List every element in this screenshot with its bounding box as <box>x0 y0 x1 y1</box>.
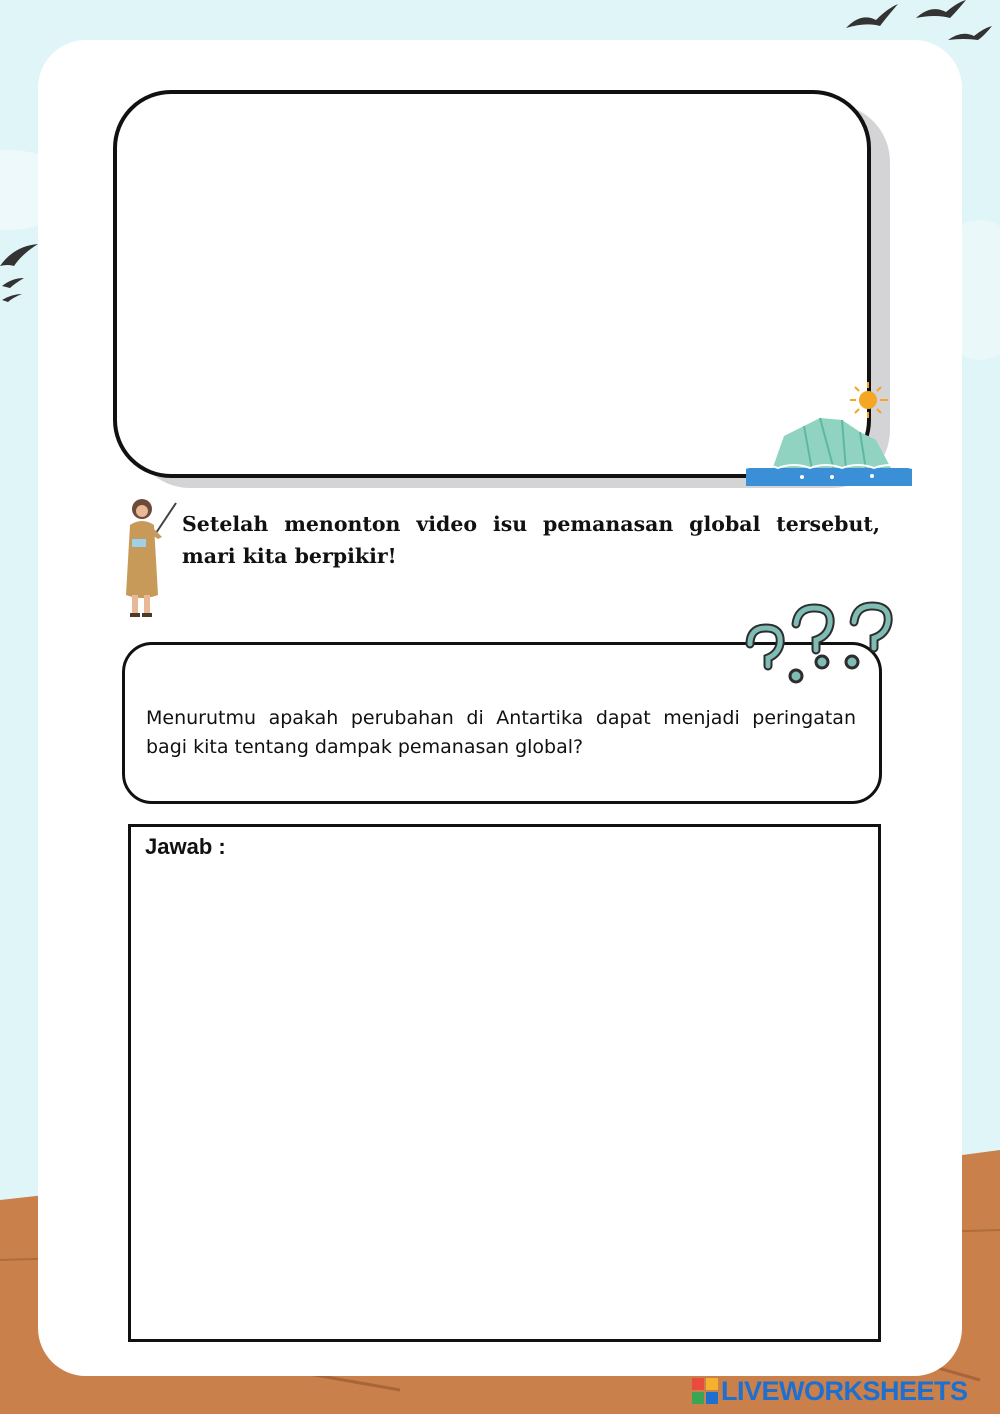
brand-name: LIVEWORKSHEETS <box>721 1375 968 1406</box>
answer-input[interactable] <box>140 868 868 1332</box>
liveworksheets-logo-icon <box>692 1378 718 1404</box>
brand-logo-area <box>692 1374 968 1408</box>
instruction-text: Setelah menonton video isu pemanasan global tersebut, mari kita berpikir! <box>182 512 880 568</box>
question-marks-icon <box>740 600 896 686</box>
answer-label: Jawab : <box>145 834 226 859</box>
question-text: Menurutmu apakah perubahan di Antartika dapat menjadi peringatan bagi kita tentang dampak pemanasan global? <box>146 707 856 758</box>
teacher-figure <box>118 495 180 623</box>
sun-icon <box>850 382 888 418</box>
iceberg-icon <box>742 380 914 490</box>
